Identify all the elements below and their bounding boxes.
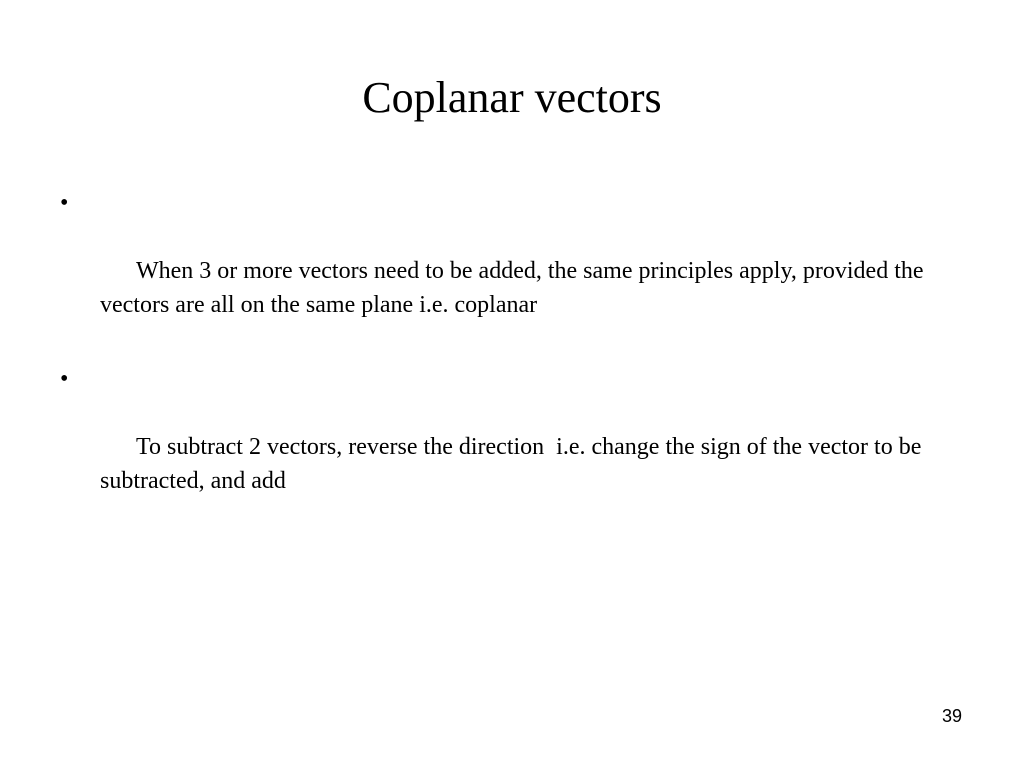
page-number: 39	[941, 706, 962, 726]
bullet-item	[60, 362, 940, 532]
slide-title: Coplanar vectors	[362, 73, 662, 122]
bullet-list	[60, 186, 940, 538]
bullet-text: To subtract 2 vectors, reverse the direction i.e. change the sign of the vector to be subtracted, and add	[100, 434, 928, 494]
bullet-marker: •	[60, 190, 69, 216]
bullet-item	[60, 186, 940, 356]
bullet-marker: •	[60, 366, 69, 392]
bullet-text: When 3 or more vectors need to be added, the same principles apply, provided the vectors are all on the same plane i.e. coplanar	[100, 258, 930, 318]
